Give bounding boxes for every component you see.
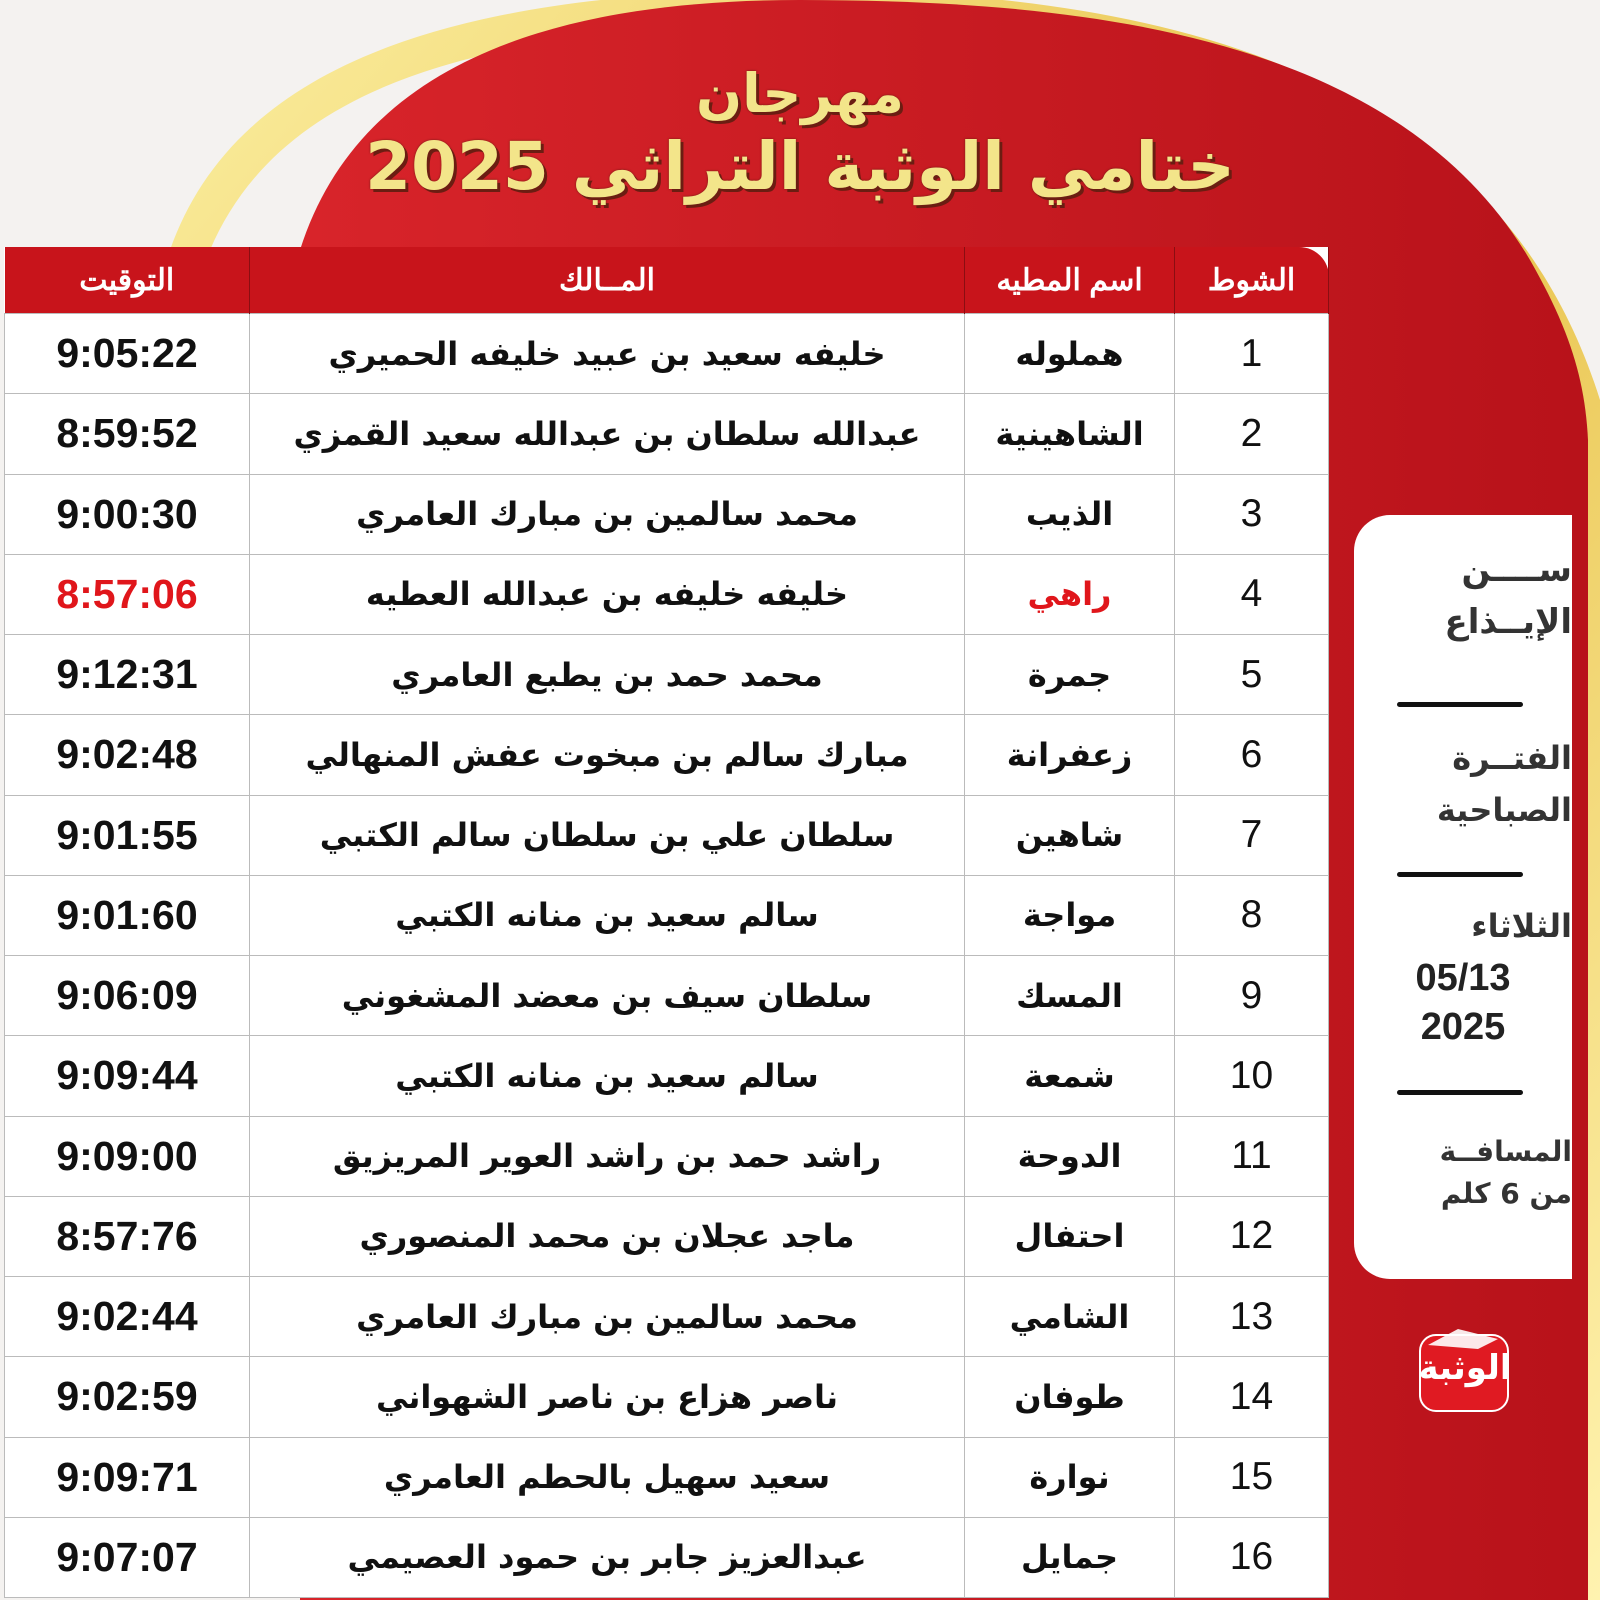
table-row [5,715,1329,795]
camel-cell: شمعة [965,1036,1175,1116]
camel-cell: الذيب [965,474,1175,554]
table-row [5,1437,1329,1517]
owner-cell: محمد سالمين بن مبارك العامري [250,474,965,554]
owner-cell: ماجد عجلان بن محمد المنصوري [250,1196,965,1276]
divider [1397,702,1523,707]
round-cell: 9 [1175,956,1329,1036]
time-cell: 9:01:55 [5,795,250,875]
table-row [5,795,1329,875]
table-body [5,314,1329,1598]
owner-cell: عبدالعزيز جابر بن حمود العصيمي [250,1517,965,1597]
round-cell: 10 [1175,1036,1329,1116]
time-cell: 9:01:60 [5,875,250,955]
header-round: الشوط [1175,247,1329,314]
time-cell: 9:02:44 [5,1277,250,1357]
round-cell: 15 [1175,1437,1329,1517]
table-row [5,956,1329,1036]
table-row [5,314,1329,394]
round-cell: 3 [1175,474,1329,554]
table-row [5,1196,1329,1276]
round-cell: 2 [1175,394,1329,474]
time-cell: 8:57:06 [5,554,250,634]
owner-cell: سالم سعيد بن منانه الكتبي [250,1036,965,1116]
table-row [5,1517,1329,1597]
time-cell: 9:09:71 [5,1437,250,1517]
round-cell: 4 [1175,554,1329,634]
camel-cell: طوفان [965,1357,1175,1437]
round-cell: 13 [1175,1277,1329,1357]
site-logo-text: الوثبة [1418,1348,1512,1388]
time-cell: 9:06:09 [5,956,250,1036]
camel-cell: المسك [965,956,1175,1036]
table-row [5,554,1329,634]
round-cell: 1 [1175,314,1329,394]
table-row [5,635,1329,715]
camel-cell: الدوحة [965,1116,1175,1196]
time-cell: 8:59:52 [5,394,250,474]
round-cell: 12 [1175,1196,1329,1276]
time-cell: 9:02:48 [5,715,250,795]
round-cell: 16 [1175,1517,1329,1597]
camel-cell: جمايل [965,1517,1175,1597]
distance-line-2: من 6 كلم [1440,1177,1572,1210]
camel-cell: هملوله [965,314,1175,394]
round-cell: 6 [1175,715,1329,795]
time-cell: 9:02:59 [5,1357,250,1437]
camel-cell: احتفال [965,1196,1175,1276]
time-cell: 9:00:30 [5,474,250,554]
camel-cell: نوارة [965,1437,1175,1517]
round-cell: 14 [1175,1357,1329,1437]
title-line-2: ختامي الوثبة التراثي 2025 [365,128,1235,205]
table-row [5,394,1329,474]
date-label: 05/13 [1415,957,1511,999]
round-cell: 8 [1175,875,1329,955]
day-label: الثلاثاء [1471,907,1572,945]
round-cell: 7 [1175,795,1329,875]
time-cell: 9:09:00 [5,1116,250,1196]
header-camel: اسم المطيه [965,247,1175,314]
camel-cell: مواجة [965,875,1175,955]
time-cell: 8:57:76 [5,1196,250,1276]
age-line-1: ســــن [1461,550,1572,590]
header-owner: المــالك [250,247,965,314]
camel-cell: شاهين [965,795,1175,875]
table-row [5,1036,1329,1116]
camel-cell: راهي [965,554,1175,634]
results-table [4,247,1329,1598]
owner-cell: مبارك سالم بن مبخوت عفش المنهالي [250,715,965,795]
round-cell: 5 [1175,635,1329,715]
period-line-2: الصباحية [1436,791,1572,829]
camel-cell: الشامي [965,1277,1175,1357]
time-cell: 9:07:07 [5,1517,250,1597]
time-cell: 9:05:22 [5,314,250,394]
owner-cell: خليفه سعيد بن عبيد خليفه الحميري [250,314,965,394]
owner-cell: محمد حمد بن يطبع العامري [250,635,965,715]
table-row [5,474,1329,554]
owner-cell: ناصر هزاع بن ناصر الشهواني [250,1357,965,1437]
owner-cell: خليفه خليفه بن عبدالله العطيه [250,554,965,634]
header-time: التوقيت [5,247,250,314]
owner-cell: سلطان علي بن سلطان سالم الكتبي [250,795,965,875]
owner-cell: سالم سعيد بن منانه الكتبي [250,875,965,955]
owner-cell: راشد حمد بن راشد العوير المريزيق [250,1116,965,1196]
age-line-2: الإيــذاع [1444,602,1572,642]
table-row [5,875,1329,955]
year-label: 2025 [1420,1006,1506,1048]
time-cell: 9:09:44 [5,1036,250,1116]
title-line-1: مهرجان [696,62,904,125]
period-line-1: الفتــرة [1452,739,1572,777]
round-cell: 11 [1175,1116,1329,1196]
table-row [5,1116,1329,1196]
owner-cell: عبدالله سلطان بن عبدالله سعيد القمزي [250,394,965,474]
table-row [5,1277,1329,1357]
table-header-row [5,247,1329,314]
owner-cell: سعيد سهيل بالحطم العامري [250,1437,965,1517]
camel-cell: زعفرانة [965,715,1175,795]
time-cell: 9:12:31 [5,635,250,715]
camel-cell: جمرة [965,635,1175,715]
owner-cell: سلطان سيف بن معضد المشغوني [250,956,965,1036]
owner-cell: محمد سالمين بن مبارك العامري [250,1277,965,1357]
distance-line-1: المسافــة [1439,1135,1572,1168]
divider [1397,1090,1523,1095]
camel-cell: الشاهينية [965,394,1175,474]
divider [1397,872,1523,877]
table-row [5,1357,1329,1437]
